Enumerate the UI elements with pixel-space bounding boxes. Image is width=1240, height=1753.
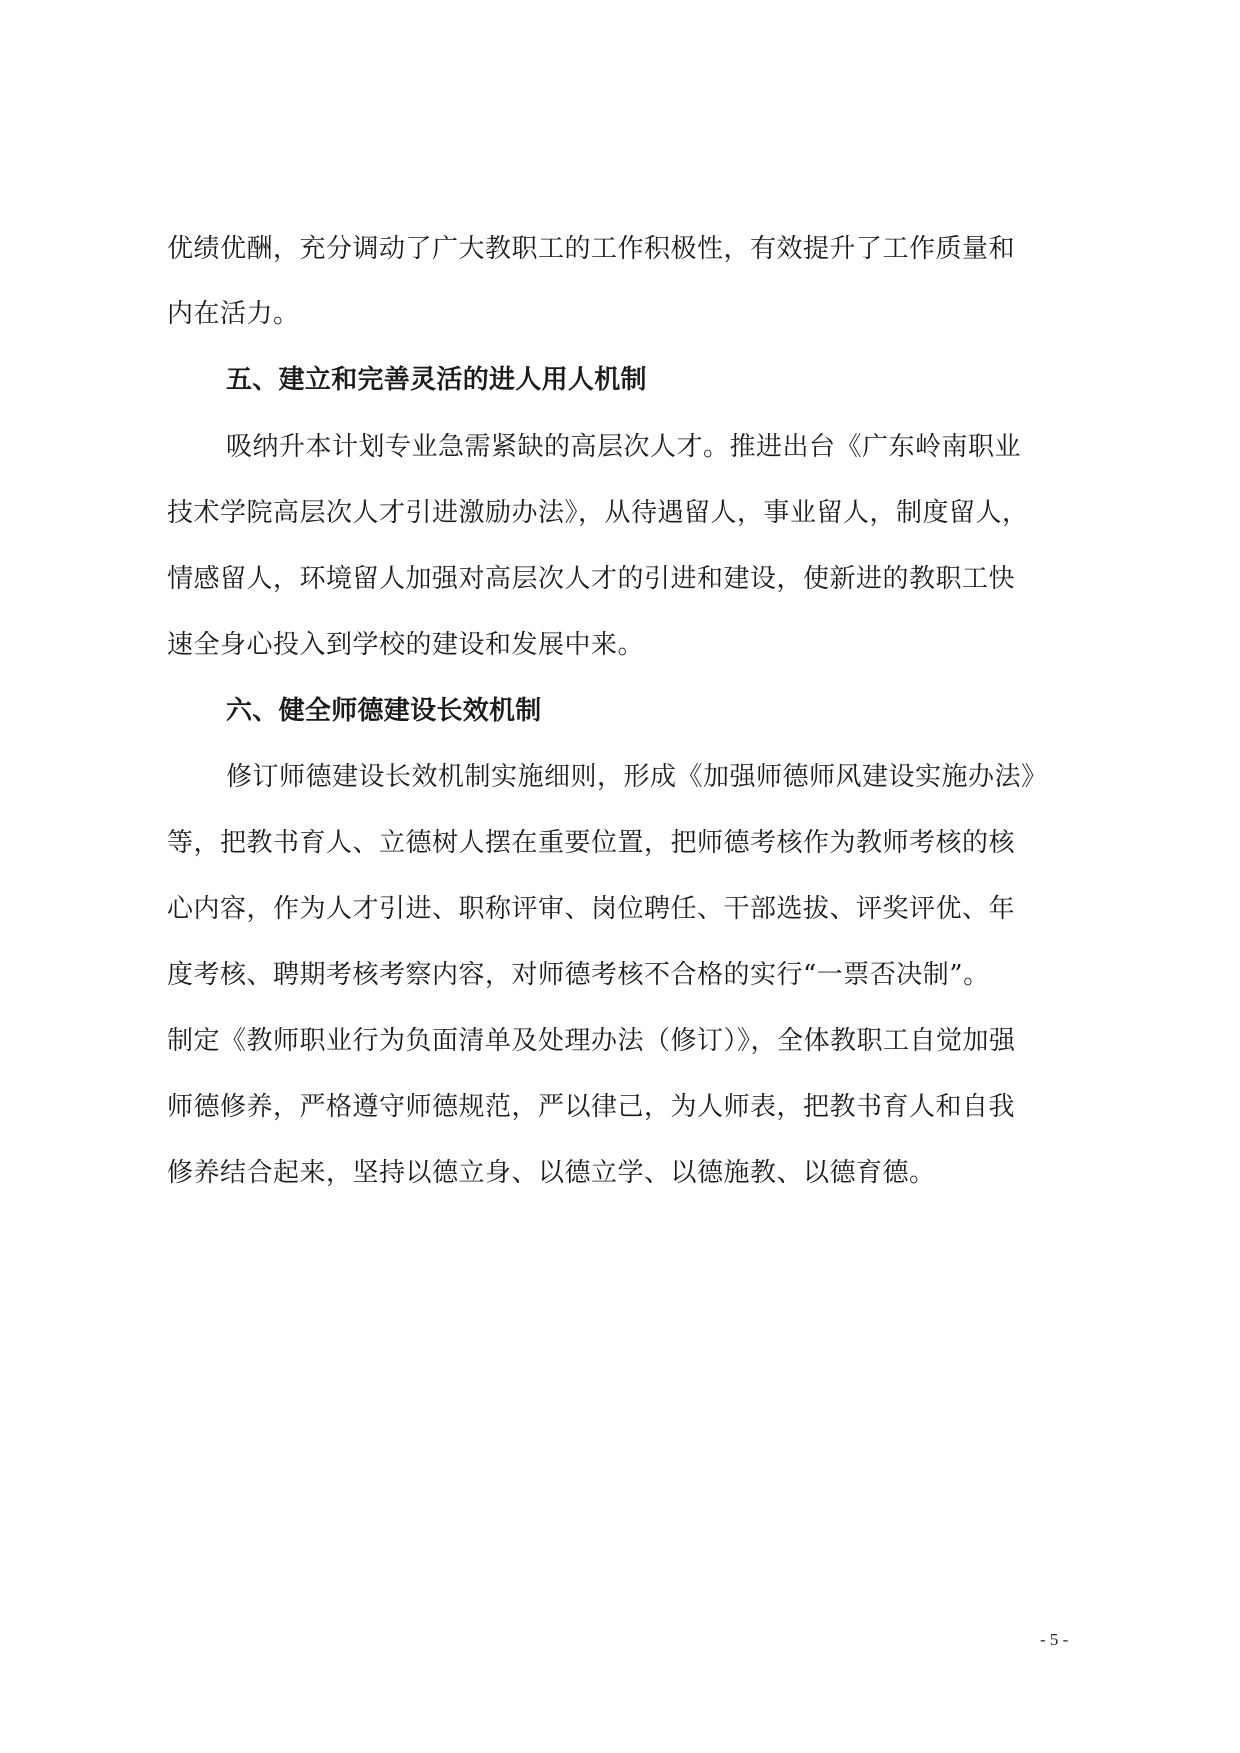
- body-text-line: 师德修养，严格遵守师德规范，严以律己，为人师表，把教书育人和自我: [167, 1092, 1016, 1122]
- body-text-line: 吸纳升本计划专业急需紧缺的高层次人才。推进出台《广东岭南职业: [226, 432, 1022, 462]
- body-text-line: 修养结合起来，坚持以德立身、以德立学、以德施教、以德育德。: [167, 1158, 936, 1188]
- section-heading-6: 六、健全师德建设长效机制: [226, 696, 542, 726]
- body-text-line: 情感留人，环境留人加强对高层次人才的引进和建设，使新进的教职工快: [167, 564, 1016, 594]
- body-text-line: 技术学院高层次人才引进激励办法》，从待遇留人，事业留人，制度留人，: [167, 498, 1029, 528]
- body-text-line: 优绩优酬，充分调动了广大教职工的工作积极性，有效提升了工作质量和: [167, 234, 1016, 264]
- section-heading-5: 五、建立和完善灵活的进人用人机制: [226, 365, 647, 395]
- body-text-line: 制定《教师职业行为负面清单及处理办法（修订）》，全体教职工自觉加强: [167, 1026, 1016, 1056]
- body-text-line: 等，把教书育人、立德树人摆在重要位置，把师德考核作为教师考核的核: [167, 828, 1016, 858]
- body-text-line: 度考核、聘期考核考察内容，对师德考核不合格的实行“一票否决制”。: [167, 960, 990, 990]
- body-text-line: 心内容，作为人才引进、职称评审、岗位聘任、干部选拔、评奖评优、年: [167, 894, 1016, 924]
- page-number: - 5 -: [1040, 1630, 1069, 1649]
- body-text-line: 速全身心投入到学校的建设和发展中来。: [167, 630, 645, 660]
- body-text-line: 内在活力。: [167, 299, 300, 329]
- body-text-line: 修订师德建设长效机制实施细则，形成《加强师德师风建设实施办法》: [226, 762, 1048, 792]
